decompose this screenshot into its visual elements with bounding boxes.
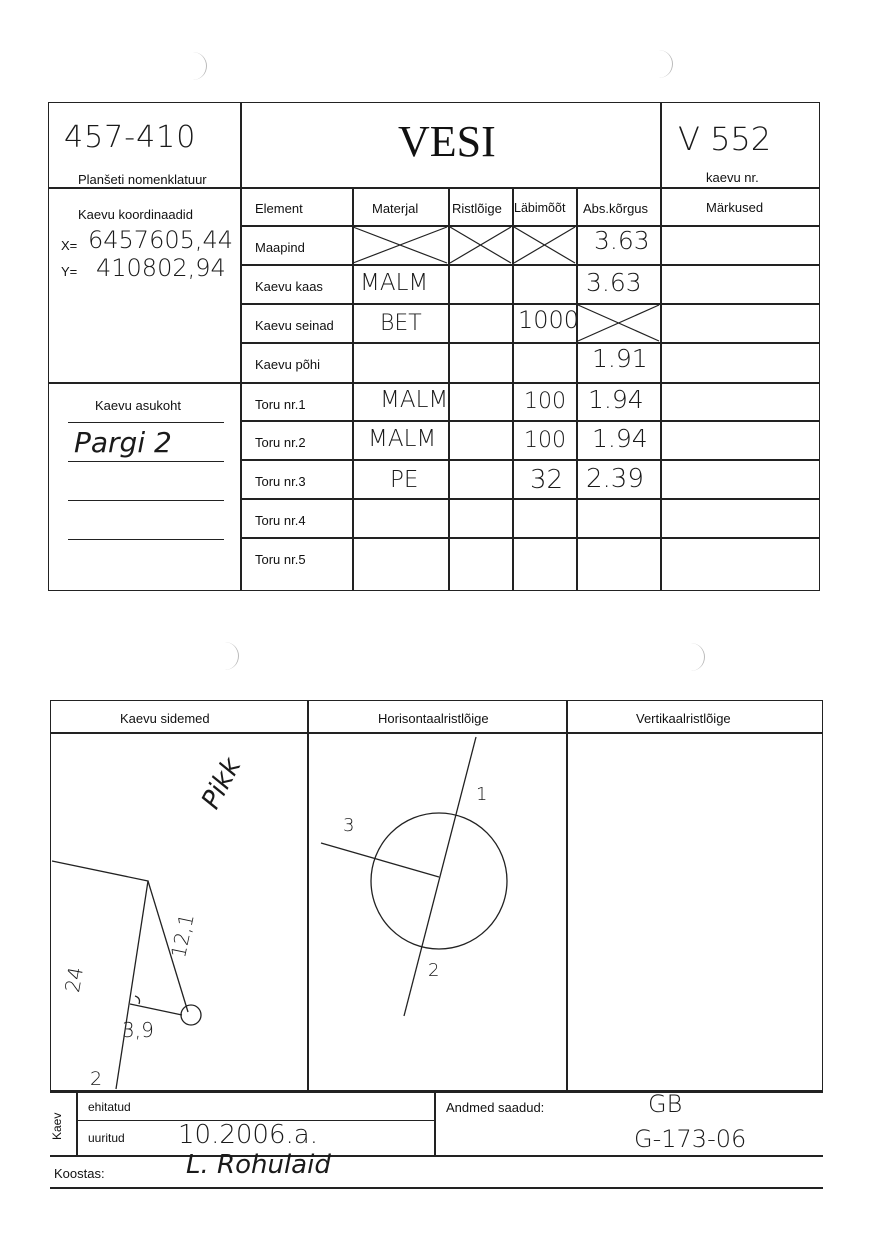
row-element-label: Kaevu põhi [255, 357, 321, 372]
abs-value: 2.39 [586, 464, 644, 494]
col-header-ristloige: Ristlõige [452, 201, 502, 216]
materjal-value: MALM [380, 387, 449, 413]
dimension-12-1: 12,1 [166, 911, 199, 960]
abs-value: 3.63 [594, 226, 650, 255]
location-label: Kaevu asukoht [95, 398, 182, 413]
horisontaal-header: Horisontaalristlõige [378, 711, 489, 726]
row-element-label: Kaevu seinad [255, 318, 334, 333]
materjal-value: PE [390, 467, 419, 493]
row-element-label: Toru nr.1 [255, 397, 306, 412]
row-element-label: Maapind [255, 240, 305, 255]
labimoot-value: 100 [524, 428, 566, 453]
corner-label: 2 [90, 1068, 103, 1090]
abs-value: 1.94 [588, 385, 644, 414]
col-header-markused: Märkused [706, 200, 764, 215]
row-element-label: Toru nr.4 [255, 513, 306, 528]
y-coordinate-value: 410802,94 [96, 254, 226, 282]
row-element-label: Toru nr.3 [255, 474, 306, 489]
x-prefix: X= [61, 238, 78, 253]
well-number-value: V 552 [678, 120, 772, 158]
andmed-value-2: G-173-06 [634, 1125, 747, 1153]
abs-value: 3.63 [586, 268, 642, 297]
col-header-abs-korgus: Abs.kõrgus [583, 201, 649, 216]
abs-value: 1.94 [592, 424, 648, 453]
pipe-1-label: 1 [476, 784, 488, 805]
labimoot-value: 1000 [518, 306, 580, 334]
abs-value: 1.91 [592, 344, 648, 373]
x-coordinate-value: 6457605,44 [88, 226, 234, 254]
materjal-value: MALM [368, 426, 437, 452]
materjal-value: BET [380, 311, 422, 336]
document-title: VESI [398, 117, 496, 166]
dimension-3-9: 3,9 [122, 1018, 154, 1042]
andmed-value-1: GB [648, 1090, 683, 1118]
y-prefix: Y= [61, 264, 78, 279]
kaev-label: Kaev [50, 1112, 64, 1140]
nomenclature-value: 457-410 [64, 120, 197, 155]
vertikaal-header: Vertikaalristlõige [636, 711, 731, 726]
col-header-materjal: Materjal [372, 201, 419, 216]
ehitatud-label: ehitatud [88, 1100, 131, 1114]
well-number-label: kaevu nr. [706, 170, 759, 185]
koostas-value: L. Rohulaid [186, 1150, 331, 1180]
row-element-label: Toru nr.2 [255, 435, 306, 450]
row-element-label: Kaevu kaas [255, 279, 323, 294]
kaevu-sidemed-header: Kaevu sidemed [120, 711, 210, 726]
labimoot-value: 100 [524, 389, 566, 414]
andmed-saadud-label: Andmed saadud: [446, 1100, 545, 1115]
uuritud-value: 10.2006.a. [178, 1120, 318, 1150]
nomenclature-label: Planšeti nomenklatuur [78, 172, 207, 187]
labimoot-value: 32 [530, 465, 564, 495]
row-element-label: Toru nr.5 [255, 552, 306, 567]
koostas-label: Koostas: [54, 1166, 105, 1181]
street-label: Pikk [196, 753, 248, 815]
uuritud-label: uuritud [88, 1131, 125, 1145]
coordinates-label: Kaevu koordinaadid [78, 207, 193, 222]
materjal-value: MALM [360, 270, 429, 296]
col-header-element: Element [255, 201, 303, 216]
pipe-3-label: 3 [343, 815, 355, 836]
dimension-24: 24 [60, 964, 89, 995]
col-header-labimoot: Läbimõõt [514, 201, 566, 215]
location-value: Pargi 2 [74, 426, 172, 459]
pipe-2-label: 2 [428, 960, 440, 981]
